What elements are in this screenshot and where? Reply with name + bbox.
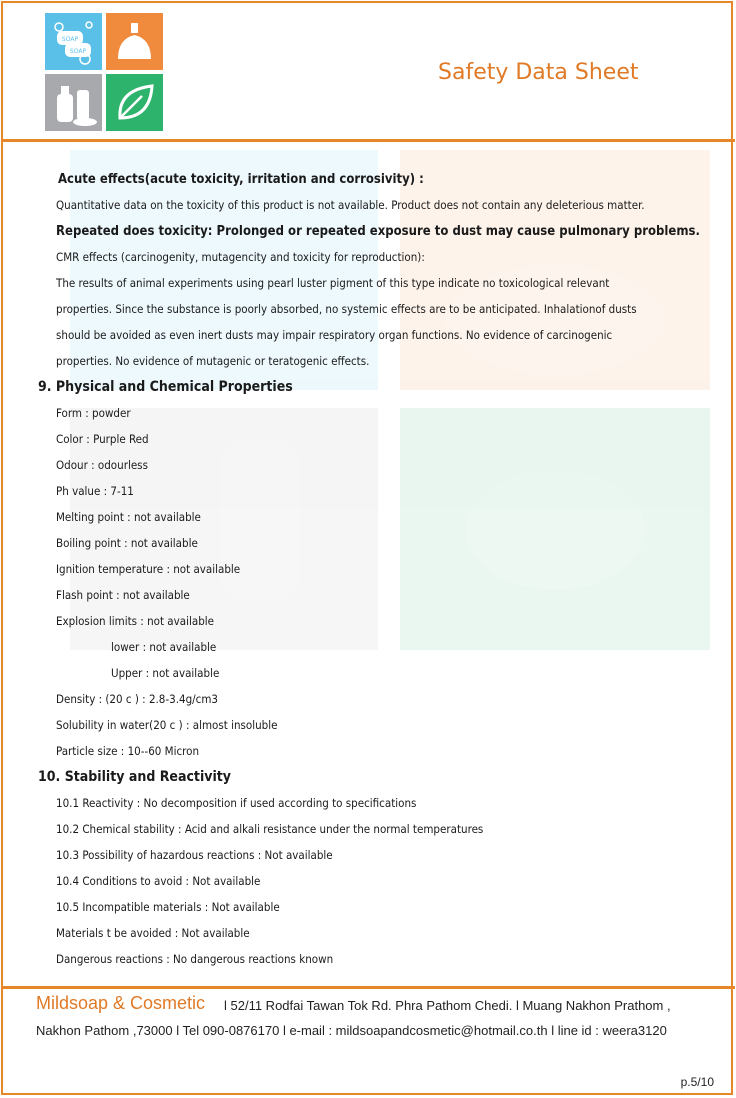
footer-divider (1, 986, 735, 989)
repeated-toxicity-text: Repeated does toxicity: Prolonged or repeated exposure to dust may cause pulmonary problems. (56, 224, 700, 239)
animal-experiments-line: should be avoided as even inert dusts may impair respiratory organ functions. No evidence of carcinogenic (56, 328, 613, 342)
property-item: Solubility in water(20 c ) : almost insoluble (56, 718, 278, 732)
property-item: Ignition temperature : not available (56, 562, 241, 576)
section-10-title: 10. Stability and Reactivity (38, 769, 232, 785)
soap-bubbles-icon (45, 13, 102, 70)
animal-experiments-line: properties. Since the substance is poorly absorbed, no systemic effects are to be anticipated. Inhalationof dusts (56, 302, 637, 316)
stability-item: 10.5 Incompatible materials : Not available (56, 900, 280, 914)
footer-address-line-2: Nakhon Pathom ,73000 l Tel 090-0876170 l e-mail : mildsoapandcosmetic@hotmail.co.th l line id : weera3120 (36, 1023, 667, 1038)
property-item: Color : Purple Red (56, 432, 149, 446)
stability-item: 10.1 Reactivity : No decomposition if used according to specifications (56, 796, 417, 810)
property-item: Particle size : 10--60 Micron (56, 744, 200, 758)
property-item: Boiling point : not available (56, 536, 198, 550)
animal-experiments-line: properties. No evidence of mutagenic or teratogenic effects. (56, 354, 370, 368)
property-item: Melting point : not available (56, 510, 201, 524)
property-item: Ph value : 7-11 (56, 484, 134, 498)
footer-brand: Mildsoap & Cosmetic (36, 993, 206, 1013)
stability-item: 10.2 Chemical stability : Acid and alkali resistance under the normal temperatures (56, 822, 484, 836)
property-item: Odour : odourless (56, 458, 148, 472)
property-item: Explosion limits : not available (56, 614, 215, 628)
stability-item: 10.3 Possibility of hazardous reactions : Not available (56, 848, 333, 862)
animal-experiments-line: The results of animal experiments using pearl luster pigment of this type indicate no toxicological relevant (56, 276, 610, 290)
header-divider (1, 139, 735, 142)
footer-address-line-1: l 52/11 Rodfai Tawan Tok Rd. Phra Pathom Chedi. l Muang Nakhon Prathom , (224, 998, 671, 1013)
section-9-title: 9. Physical and Chemical Properties (38, 379, 293, 395)
explosion-limit-sub: lower : not available (111, 640, 217, 654)
company-logo (45, 13, 163, 131)
property-item: Flash point : not available (56, 588, 190, 602)
acute-effects-heading: Acute effects(acute toxicity, irritation and corrosivity) : (58, 172, 424, 187)
acute-effects-text: Quantitative data on the toxicity of this product is not available. Product does not contain any deleterious matter. (56, 198, 645, 212)
leaf-icon (106, 74, 163, 131)
lotion-bottles-icon (45, 74, 102, 131)
property-item: Form : powder (56, 406, 131, 420)
explosion-limit-sub: Upper : not available (111, 666, 220, 680)
svg-text:SOAP: SOAP (69, 48, 87, 55)
stability-item: 10.4 Conditions to avoid : Not available (56, 874, 261, 888)
stability-item: Materials t be avoided : Not available (56, 926, 250, 940)
cmr-effects-text: CMR effects (carcinogenity, mutagencity and toxicity for reproduction): (56, 250, 425, 264)
document-title: Safety Data Sheet (438, 60, 639, 85)
property-item: Density : (20 c ) : 2.8-3.4g/cm3 (56, 692, 218, 706)
cream-jar-icon (106, 13, 163, 70)
page-number: p.5/10 (680, 1075, 714, 1089)
svg-text:SOAP: SOAP (61, 36, 79, 43)
stability-item: Dangerous reactions : No dangerous reactions known (56, 952, 334, 966)
